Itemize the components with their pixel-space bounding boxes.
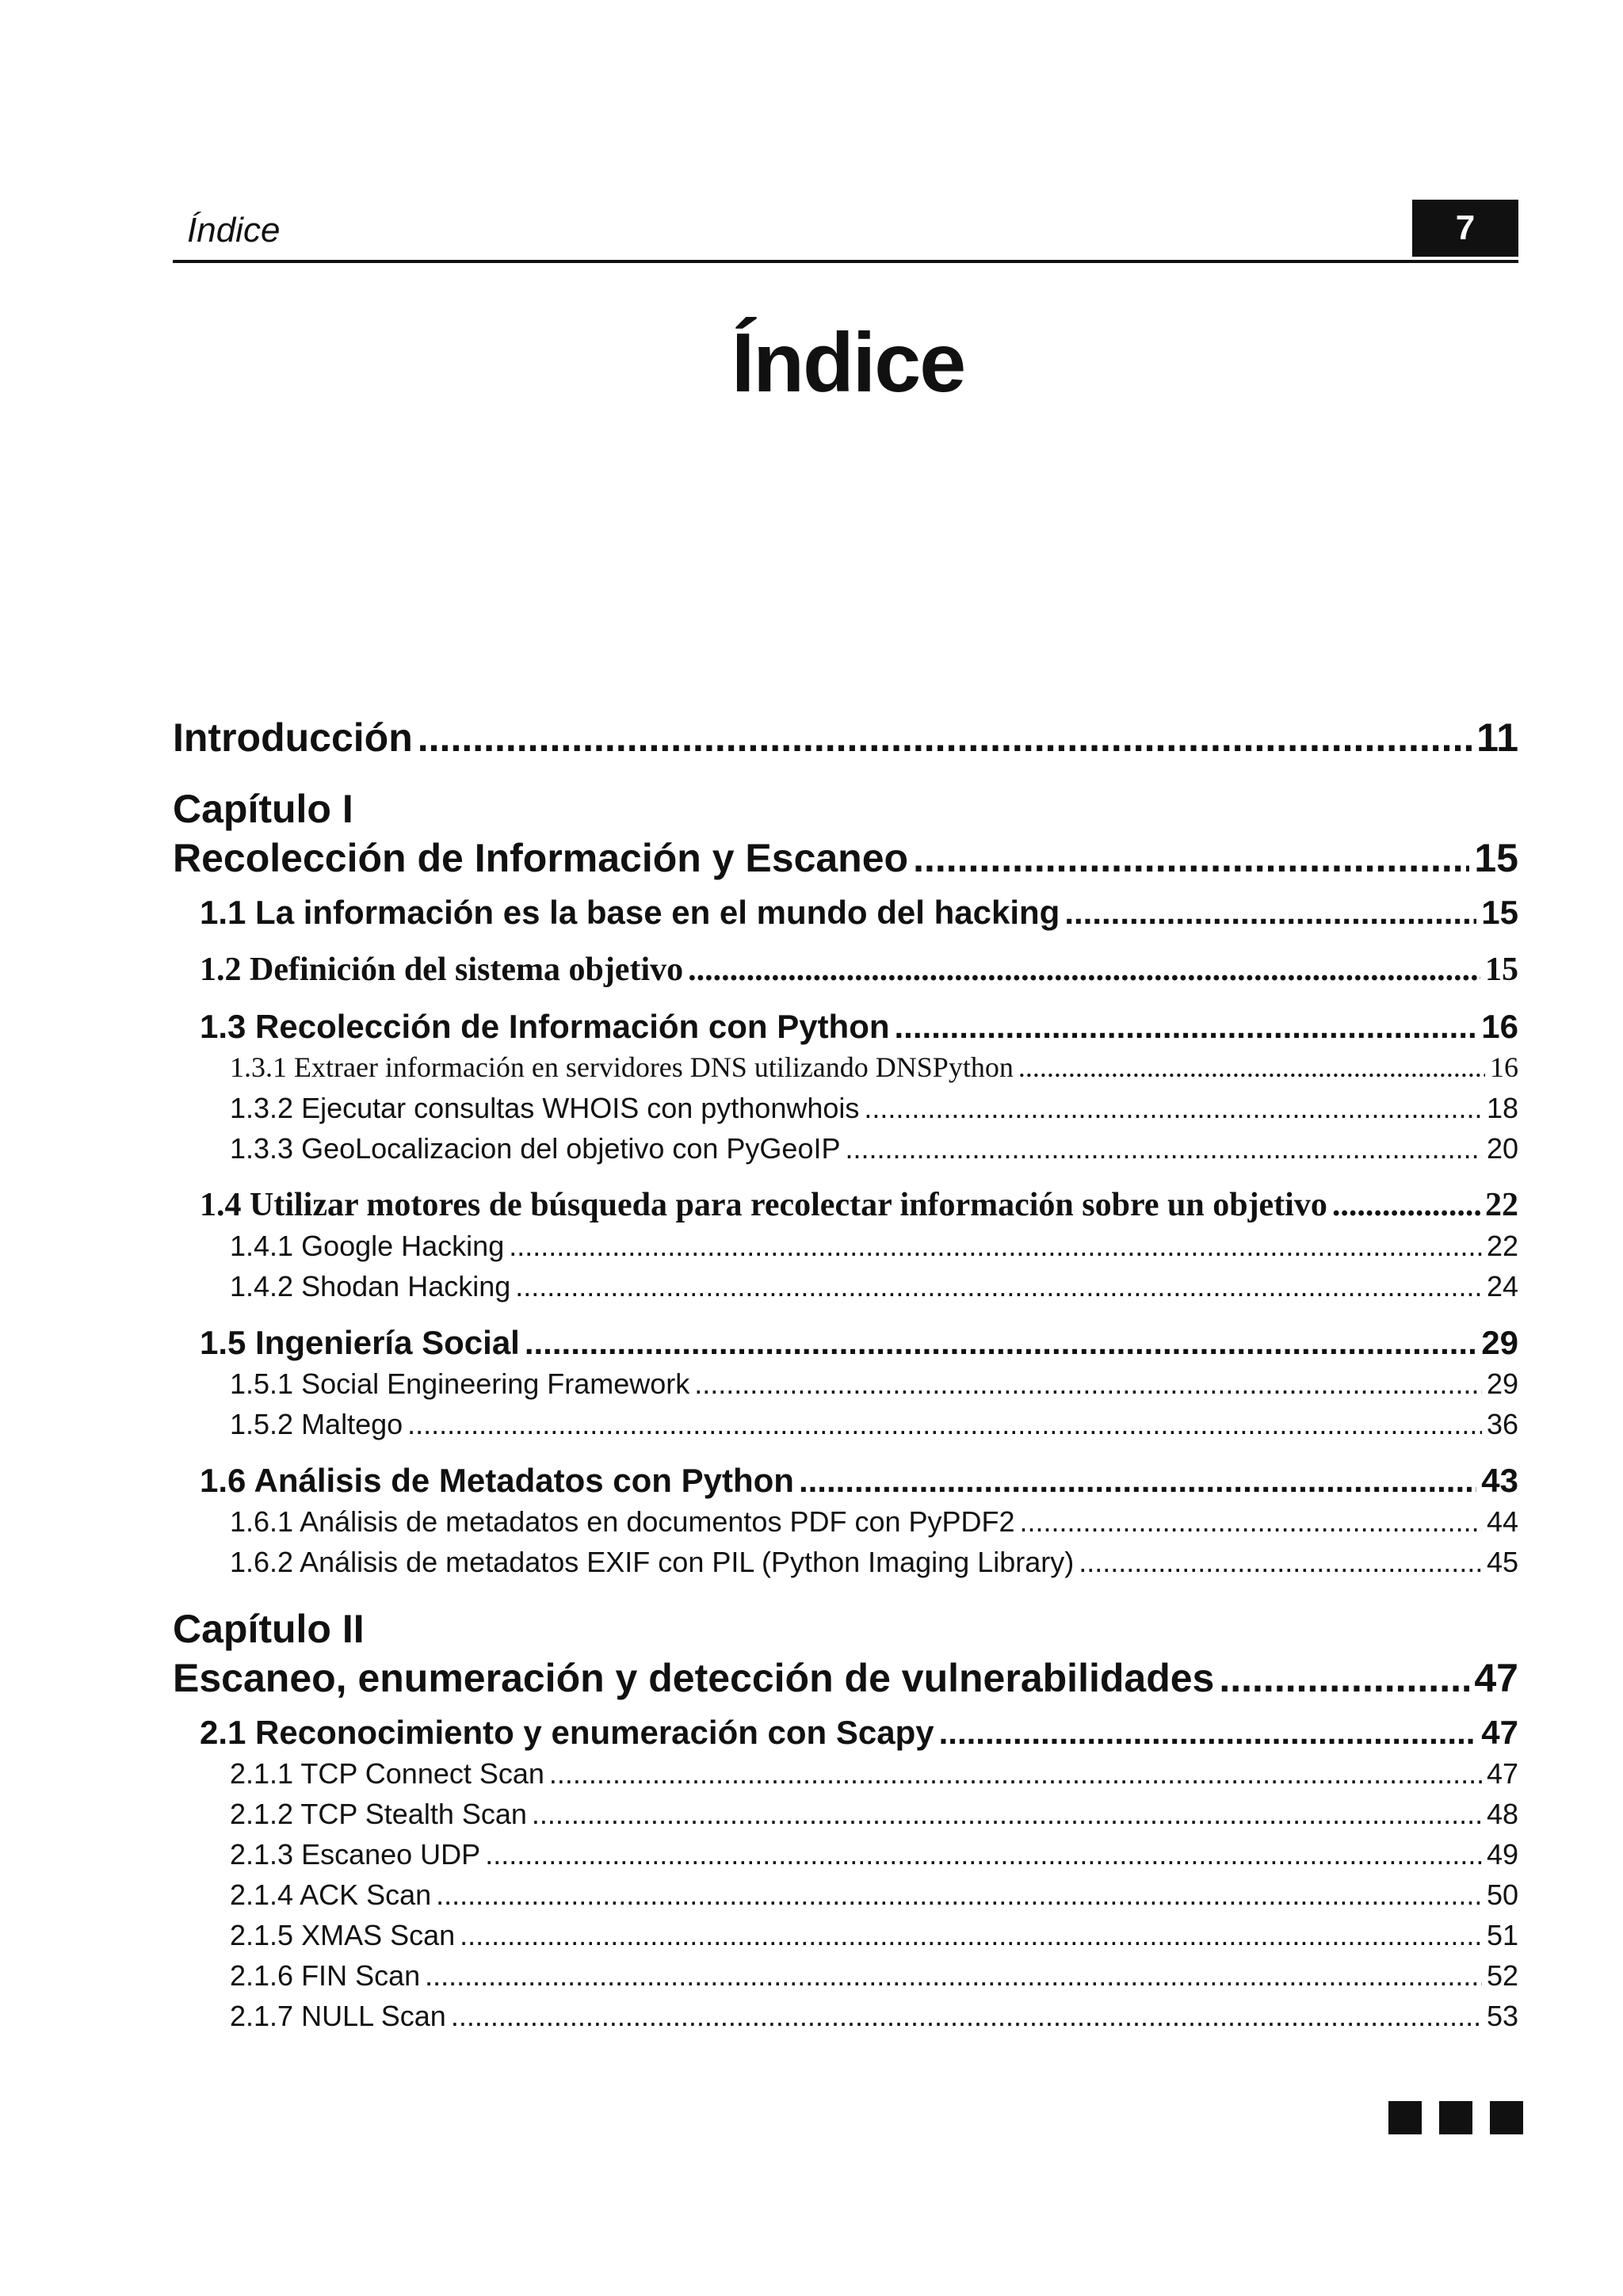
toc-entry-label: 1.4 Utilizar motores de búsqueda para recolectar información sobre un objetivo <box>200 1187 1327 1223</box>
end-mark-square <box>1388 2101 1422 2134</box>
toc-entry-label: 1.3.2 Ejecutar consultas WHOIS con pythonwhois <box>230 1092 860 1124</box>
dot-leader <box>460 1915 1482 1955</box>
toc-entry-page: 11 <box>1476 715 1518 760</box>
toc-entry-label: 1.6.1 Análisis de metadatos en documentos PDF con PyPDF2 <box>230 1505 1015 1538</box>
dot-leader <box>939 1712 1477 1753</box>
toc-entry-page: 36 <box>1486 1408 1518 1440</box>
toc-entry-page: 47 <box>1486 1757 1518 1790</box>
toc-entry-page: 22 <box>1486 1230 1518 1262</box>
dot-leader <box>485 1834 1482 1875</box>
toc-entry-page: 15 <box>1481 894 1518 931</box>
toc-entry-label: 1.3.3 GeoLocalizacion del objetivo con PyGeoIP <box>230 1132 841 1165</box>
toc-entry-label: Recolección de Información y Escaneo <box>173 836 909 880</box>
dot-leader <box>525 1322 1476 1363</box>
toc-entry-chapter[interactable] <box>173 833 1518 883</box>
running-header <box>173 200 1518 263</box>
toc-entry-subsection[interactable] <box>173 1363 1518 1404</box>
toc-entry-page: 44 <box>1486 1505 1518 1538</box>
toc-entry-subsection[interactable] <box>173 1834 1518 1875</box>
toc-entry-label: 1.3.1 Extraer información en servidores DNS utilizando DNSPython <box>230 1051 1014 1083</box>
toc-entry-subsection[interactable] <box>173 1955 1518 1996</box>
toc-entry-label: 1.3 Recolección de Información con Python <box>200 1008 890 1045</box>
toc-entry-section[interactable] <box>173 1184 1518 1226</box>
toc-entry-label: 1.1 La información es la base en el mundo del hacking <box>200 894 1060 931</box>
dot-leader <box>1018 1047 1485 1088</box>
toc-entry-page: 29 <box>1481 1324 1518 1361</box>
toc-entry-subsection[interactable] <box>173 1501 1518 1542</box>
dot-leader <box>1332 1184 1480 1226</box>
dot-leader <box>694 1363 1482 1404</box>
dot-leader <box>425 1955 1482 1996</box>
header-title: Índice <box>187 211 281 250</box>
dot-leader <box>436 1875 1482 1915</box>
toc-entry-page: 22 <box>1485 1187 1518 1223</box>
page-number: 7 <box>1412 200 1518 257</box>
toc-entry-subsection[interactable] <box>173 1128 1518 1169</box>
toc-entry-label: 1.5 Ingeniería Social <box>200 1324 520 1361</box>
dot-leader <box>509 1226 1482 1266</box>
toc-entry-label: Escaneo, enumeración y detección de vulnerabilidades <box>173 1656 1215 1700</box>
toc-entry-subsection[interactable] <box>173 1047 1518 1088</box>
toc-entry-label: 2.1.5 XMAS Scan <box>230 1919 456 1951</box>
toc-entry-subsection[interactable] <box>173 1875 1518 1915</box>
toc-entry-label: 2.1.3 Escaneo UDP <box>230 1838 481 1871</box>
dot-leader <box>407 1404 1482 1444</box>
toc-entry-page: 49 <box>1486 1838 1518 1871</box>
dot-leader <box>515 1266 1482 1306</box>
toc-entry-label: Introducción <box>173 715 413 760</box>
toc-entry-section[interactable] <box>173 1006 1518 1047</box>
dot-leader <box>688 949 1480 990</box>
toc-entry-intro[interactable] <box>173 713 1518 762</box>
chapter-heading: Capítulo II <box>173 1607 365 1651</box>
toc-entry-label: 1.6.2 Análisis de metadatos EXIF con PIL (Python Imaging Library) <box>230 1546 1075 1578</box>
end-mark-square <box>1490 2101 1523 2134</box>
toc-entry-subsection[interactable] <box>173 1542 1518 1582</box>
toc-entry-chapter[interactable] <box>173 1653 1518 1703</box>
dot-leader <box>1219 1653 1469 1703</box>
toc-entry-section[interactable] <box>173 949 1518 990</box>
dot-leader <box>799 1460 1476 1501</box>
toc-entry-page: 43 <box>1481 1462 1518 1499</box>
toc-entry-page: 51 <box>1486 1919 1518 1951</box>
toc-entry-subsection[interactable] <box>173 1794 1518 1834</box>
toc-entry-label: 2.1.6 FIN Scan <box>230 1959 421 1992</box>
toc-entry-page: 18 <box>1486 1092 1518 1124</box>
toc-entry-page: 45 <box>1486 1546 1518 1578</box>
dot-leader <box>864 1088 1482 1128</box>
dot-leader <box>913 833 1469 883</box>
toc-entry-subsection[interactable] <box>173 1915 1518 1955</box>
dot-leader <box>549 1753 1482 1794</box>
dot-leader <box>451 1996 1482 2036</box>
toc-entry-page: 15 <box>1474 836 1518 880</box>
toc-entry-subsection[interactable] <box>173 1266 1518 1306</box>
toc-entry-page: 47 <box>1481 1714 1518 1751</box>
dot-leader <box>845 1128 1481 1169</box>
toc-entry-label: 1.5.2 Maltego <box>230 1408 403 1440</box>
toc-entry-section[interactable] <box>173 892 1518 933</box>
toc-entry-subsection[interactable] <box>173 1088 1518 1128</box>
toc-entry-page: 50 <box>1486 1878 1518 1911</box>
toc-entry-subsection[interactable] <box>173 1996 1518 2036</box>
toc-entry-subsection[interactable] <box>173 1753 1518 1794</box>
toc-entry-page: 20 <box>1486 1132 1518 1165</box>
toc-entry-label: 2.1.2 TCP Stealth Scan <box>230 1798 527 1830</box>
toc-entry-page: 16 <box>1481 1008 1518 1045</box>
dot-leader <box>532 1794 1482 1834</box>
dot-leader <box>418 713 1472 762</box>
toc-entry-label: 1.6 Análisis de Metadatos con Python <box>200 1462 794 1499</box>
dot-leader <box>1020 1501 1482 1542</box>
toc-entry-label: 2.1 Reconocimiento y enumeración con Scapy <box>200 1714 934 1751</box>
chapter-heading: Capítulo I <box>173 787 353 831</box>
dot-leader <box>1079 1542 1482 1582</box>
toc-entry-subsection[interactable] <box>173 1404 1518 1444</box>
toc-entry-label: 1.4.2 Shodan Hacking <box>230 1270 511 1302</box>
toc-entry-label: 2.1.7 NULL Scan <box>230 2000 446 2032</box>
toc-entry-section[interactable] <box>173 1460 1518 1501</box>
toc-entry-page: 15 <box>1485 952 1518 988</box>
toc-entry-page: 47 <box>1474 1656 1518 1700</box>
page-title: Índice <box>731 316 965 410</box>
toc-entry-label: 2.1.1 TCP Connect Scan <box>230 1757 544 1790</box>
toc-entry-subsection[interactable] <box>173 1226 1518 1266</box>
toc-entry-section[interactable] <box>173 1712 1518 1753</box>
toc-entry-page: 52 <box>1486 1959 1518 1992</box>
toc-entry-page: 16 <box>1490 1051 1518 1083</box>
toc-entry-label: 1.5.1 Social Engineering Framework <box>230 1367 690 1400</box>
end-marks <box>1388 2101 1523 2134</box>
toc-entry-label: 1.4.1 Google Hacking <box>230 1230 505 1262</box>
end-mark-square <box>1439 2101 1472 2134</box>
dot-leader <box>895 1006 1477 1047</box>
toc-entry-section[interactable] <box>173 1322 1518 1363</box>
dot-leader <box>1064 892 1476 933</box>
toc-entry-page: 48 <box>1486 1798 1518 1830</box>
table-of-contents <box>173 713 1518 2036</box>
toc-entry-page: 24 <box>1486 1270 1518 1302</box>
toc-entry-label: 1.2 Definición del sistema objetivo <box>200 952 684 988</box>
toc-entry-page: 53 <box>1486 2000 1518 2032</box>
toc-entry-label: 2.1.4 ACK Scan <box>230 1878 432 1911</box>
toc-entry-page: 29 <box>1486 1367 1518 1400</box>
